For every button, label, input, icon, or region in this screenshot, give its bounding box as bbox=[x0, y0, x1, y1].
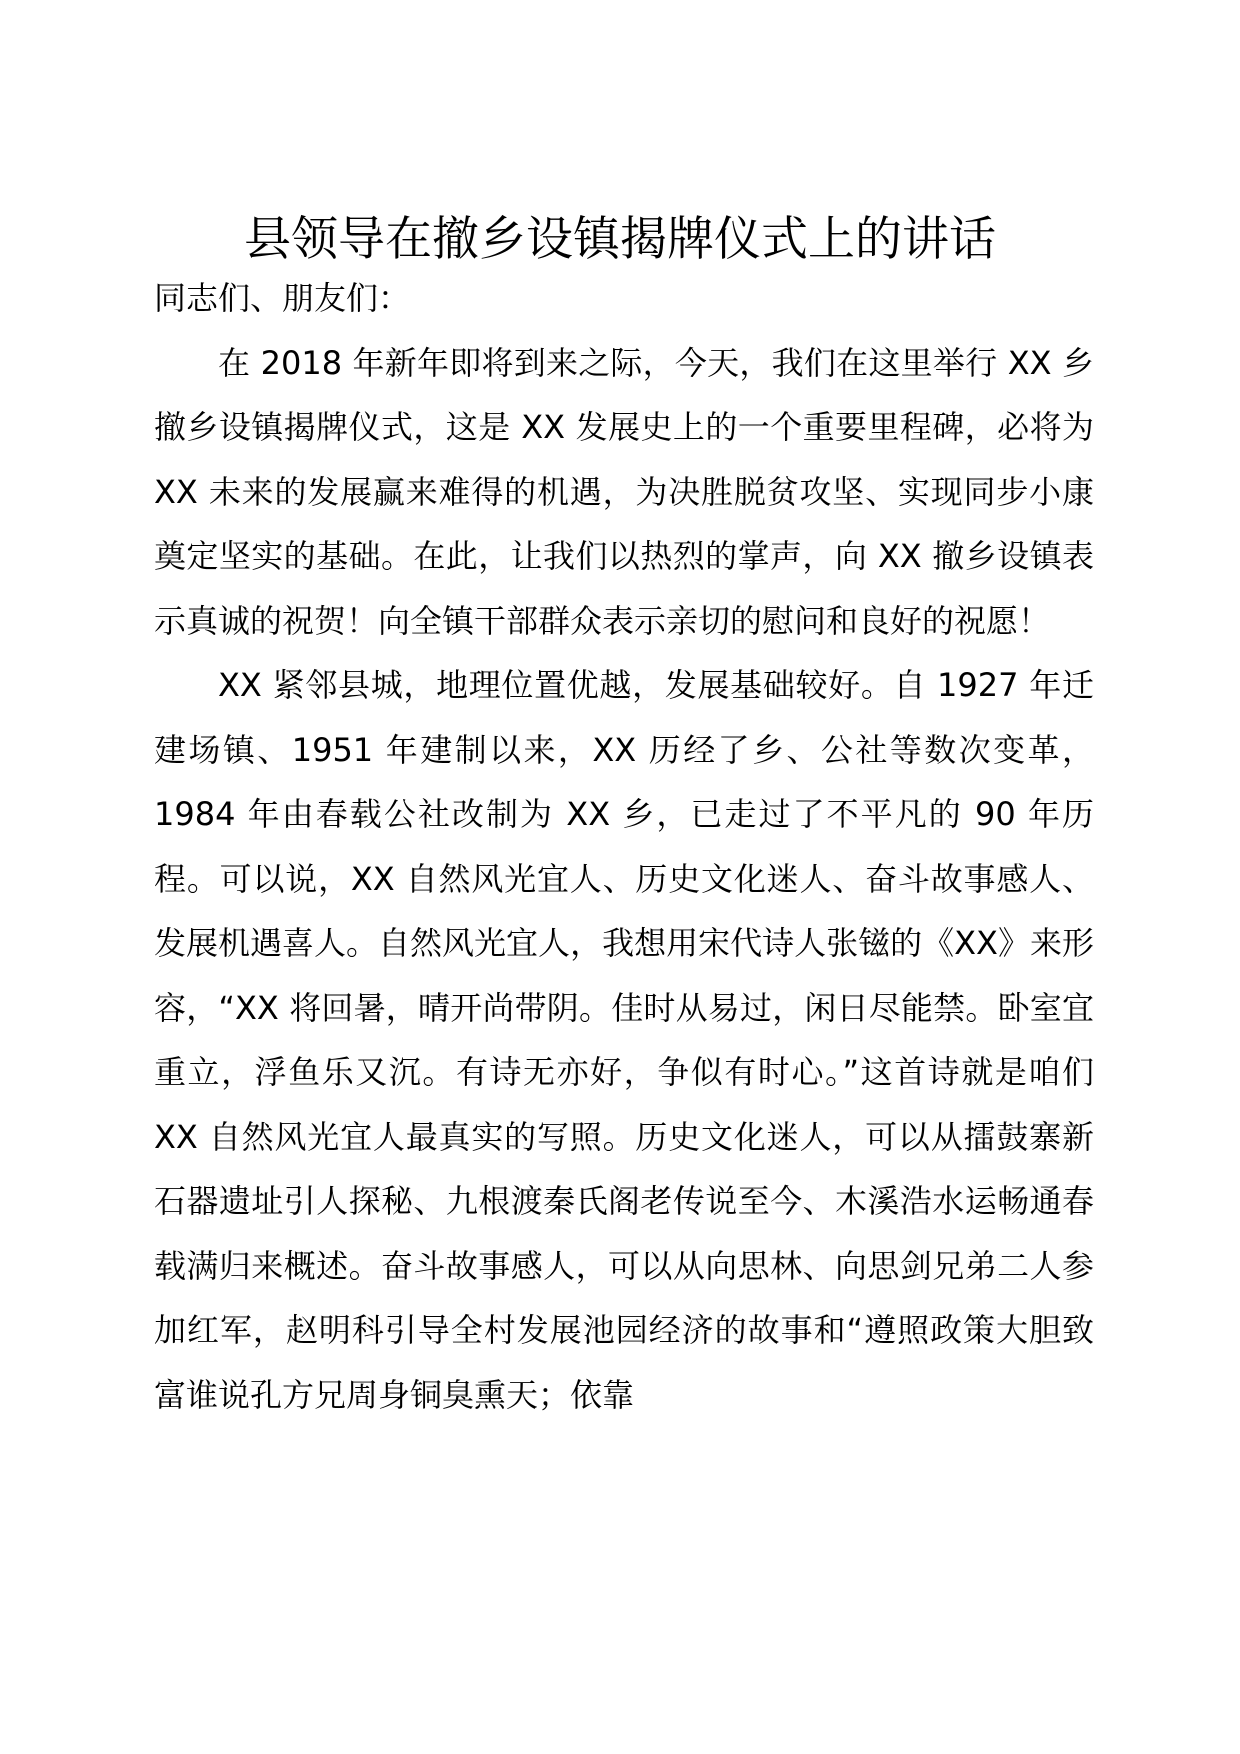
paragraph-2: XX 紧邻县城，地理位置优越，发展基础较好。自 1927 年迁建场镇、1951 年建制以来，XX 历经了乡、公社等数次变革，1984 年由春载公社改制为 XX 乡，已走过了不平凡的 90 年历程。可以说，XX 自然风光宜人、历史文化迷人、奋斗故事感人、发展机遇喜人。自然风光宜人，我想用宋代诗人张镃的《XX》来形容，“XX 将回暑，晴开尚带阴。佳时从易过，闲日尽能禁。卧室宜重立，浮鱼乐又沉。有诗无亦好，争似有时心。”这首诗就是咱们 XX 自然风光宜人最真实的写照。历史文化迷人，可以从擂鼓寨新石器遗址引人探秘、九根渡秦氏阁老传说至今、木溪浩水运畅通春载满归来概述。奋斗故事感人，可以从向思林、向思剑兄弟二人参加红军，赵明科引导全村发展池园经济的故事和“遵照政策大胆致富谁说孔方兄周身铜臭熏天；依靠 bbox=[154, 666, 1094, 1414]
paragraph-1: 在 2018 年新年即将到来之际，今天，我们在这里举行 XX 乡撤乡设镇揭牌仪式，这是 XX 发展史上的一个重要里程碑，必将为 XX 未来的发展赢来难得的机遇，为决胜脱贫攻坚、实现同步小康奠定坚实的基础。在此，让我们以热烈的掌声，向 XX 撤乡设镇表示真诚的祝贺！向全镇干部群众表示亲切的慰问和良好的祝愿！ bbox=[154, 343, 1094, 640]
document-title: 县领导在撤乡设镇揭牌仪式上的讲话 bbox=[244, 212, 996, 267]
document-body bbox=[154, 266, 1094, 1427]
salutation: 同志们、朋友们： bbox=[154, 279, 411, 317]
